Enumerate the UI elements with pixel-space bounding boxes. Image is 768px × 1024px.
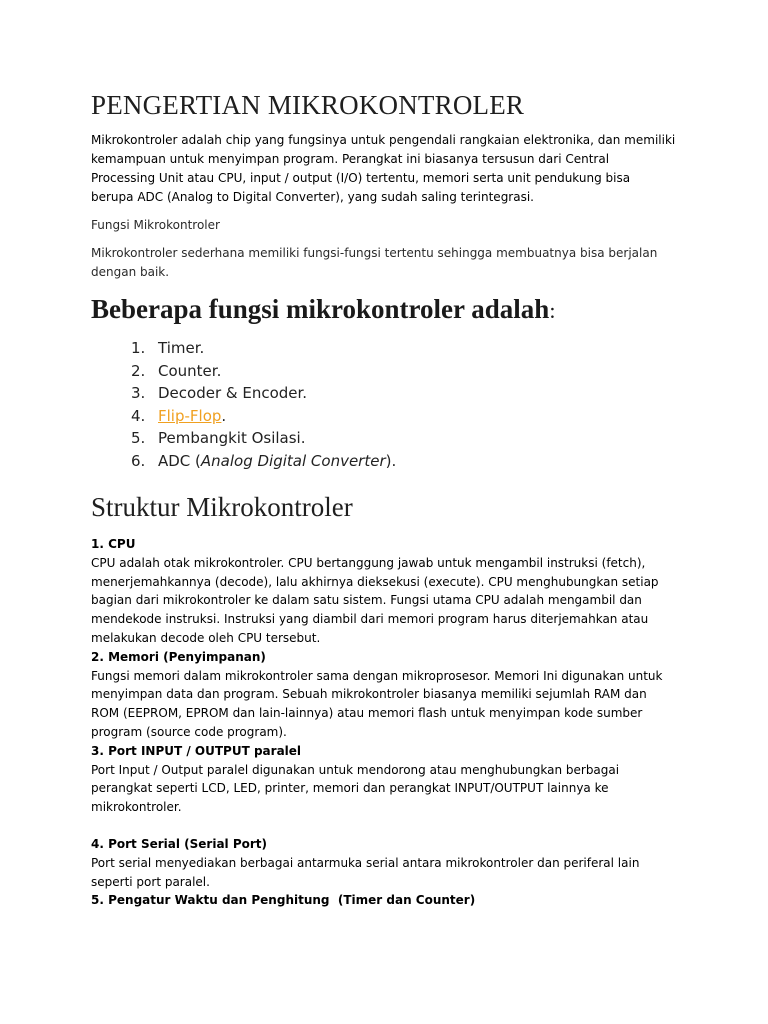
section-spacer: [91, 817, 676, 835]
flip-flop-link[interactable]: Flip-Flop: [158, 406, 222, 425]
fungsi-heading: [91, 294, 676, 325]
list-number: 3.: [131, 384, 146, 402]
section-heading: 1. CPU: [91, 537, 136, 551]
section-text: Port serial menyediakan berbagai antarmuka serial antara mikrokontroler dan periferal lain seperti port paralel.: [91, 855, 640, 889]
list-item-suffix: ).: [385, 451, 397, 470]
list-item-prefix: ADC (: [158, 451, 201, 470]
fungsi-heading-colon: :: [549, 298, 556, 323]
intro-paragraph: Mikrokontroler adalah chip yang fungsinya untuk pengendali rangkaian elektronika, dan memiliki kemampuan untuk menyimpan program. Perangkat ini biasanya tersusun dari Central Processing Unit atau CPU, input / output (I/O) tertentu, memori serta unit pendukung bisa berupa ADC (Analog to Digital Converter), yang sudah saling terintegrasi.: [91, 133, 676, 204]
section-heading: 2. Memori (Penyimpanan): [91, 649, 266, 664]
list-item: [131, 427, 676, 450]
section-heading: 5. Pengatur Waktu dan Penghitung (Timer dan Counter): [91, 893, 476, 908]
list-number: 6.: [131, 451, 146, 470]
list-item: [131, 405, 676, 428]
fungsi-paragraph: Mikrokontroler sederhana memiliki fungsi-fungsi tertentu sehingga membuatnya bisa berjalan dengan baik.: [91, 246, 658, 279]
fungsi-heading-text: Beberapa fungsi mikrokontroler adalah: [91, 294, 550, 324]
struktur-heading: Struktur Mikrokontroler: [91, 492, 353, 522]
section-heading: 4. Port Serial (Serial Port): [91, 836, 268, 851]
list-item-italic: Analog Digital Converter: [200, 451, 386, 470]
page-title: PENGERTIAN MIKROKONTROLER: [91, 90, 525, 120]
list-item: [131, 382, 676, 405]
struktur-sections: [91, 535, 676, 910]
list-item: [131, 360, 676, 383]
list-item-text: Counter.: [158, 361, 222, 380]
fungsi-label: Fungsi Mikrokontroler: [91, 218, 220, 232]
list-number: 2.: [131, 361, 146, 380]
list-item: [131, 450, 676, 473]
list-item-text: Decoder & Encoder.: [158, 384, 308, 402]
section-text: Port Input / Output paralel digunakan untuk mendorong atau menghubungkan berbagai perangkat seperti LCD, LED, printer, memori dan perangkat INPUT/OUTPUT lainnya ke mikrokontroler.: [91, 762, 620, 815]
section-text: Fungsi memori dalam mikrokontroler sama dengan mikroprosesor. Memori Ini digunakan untuk menyimpan data dan program. Sebuah mikrokontroler biasanya memiliki sejumlah RAM dan ROM (EEPROM, EPROM dan lain-lainnya) atau memori flash untuk menyimpan kode sumber program (source code program).: [91, 668, 663, 739]
section-heading: 3. Port INPUT / OUTPUT paralel: [91, 743, 302, 758]
list-number: 4.: [131, 406, 146, 425]
fungsi-list: [91, 337, 676, 472]
list-number: 1.: [131, 339, 146, 357]
section-text: CPU adalah otak mikrokontroler. CPU bertanggung jawab untuk mengambil instruksi (fetch), menerjemahkannya (decode), lalu akhirnya dieksekusi (execute). CPU menghubungkan setiap bagian dari mikrokontroler ke dalam satu sistem. Fungsi utama CPU adalah mengambil dan mendekode instruksi. Instruksi yang diambil dari memori program harus diterjemahkan atau melakukan decode oleh CPU tersebut.: [91, 555, 659, 645]
list-item-text: Timer.: [158, 339, 205, 357]
list-item: [131, 337, 676, 360]
list-item-text: Pembangkit Osilasi.: [158, 429, 306, 447]
list-number: 5.: [131, 429, 146, 447]
list-item-suffix: .: [221, 406, 227, 425]
